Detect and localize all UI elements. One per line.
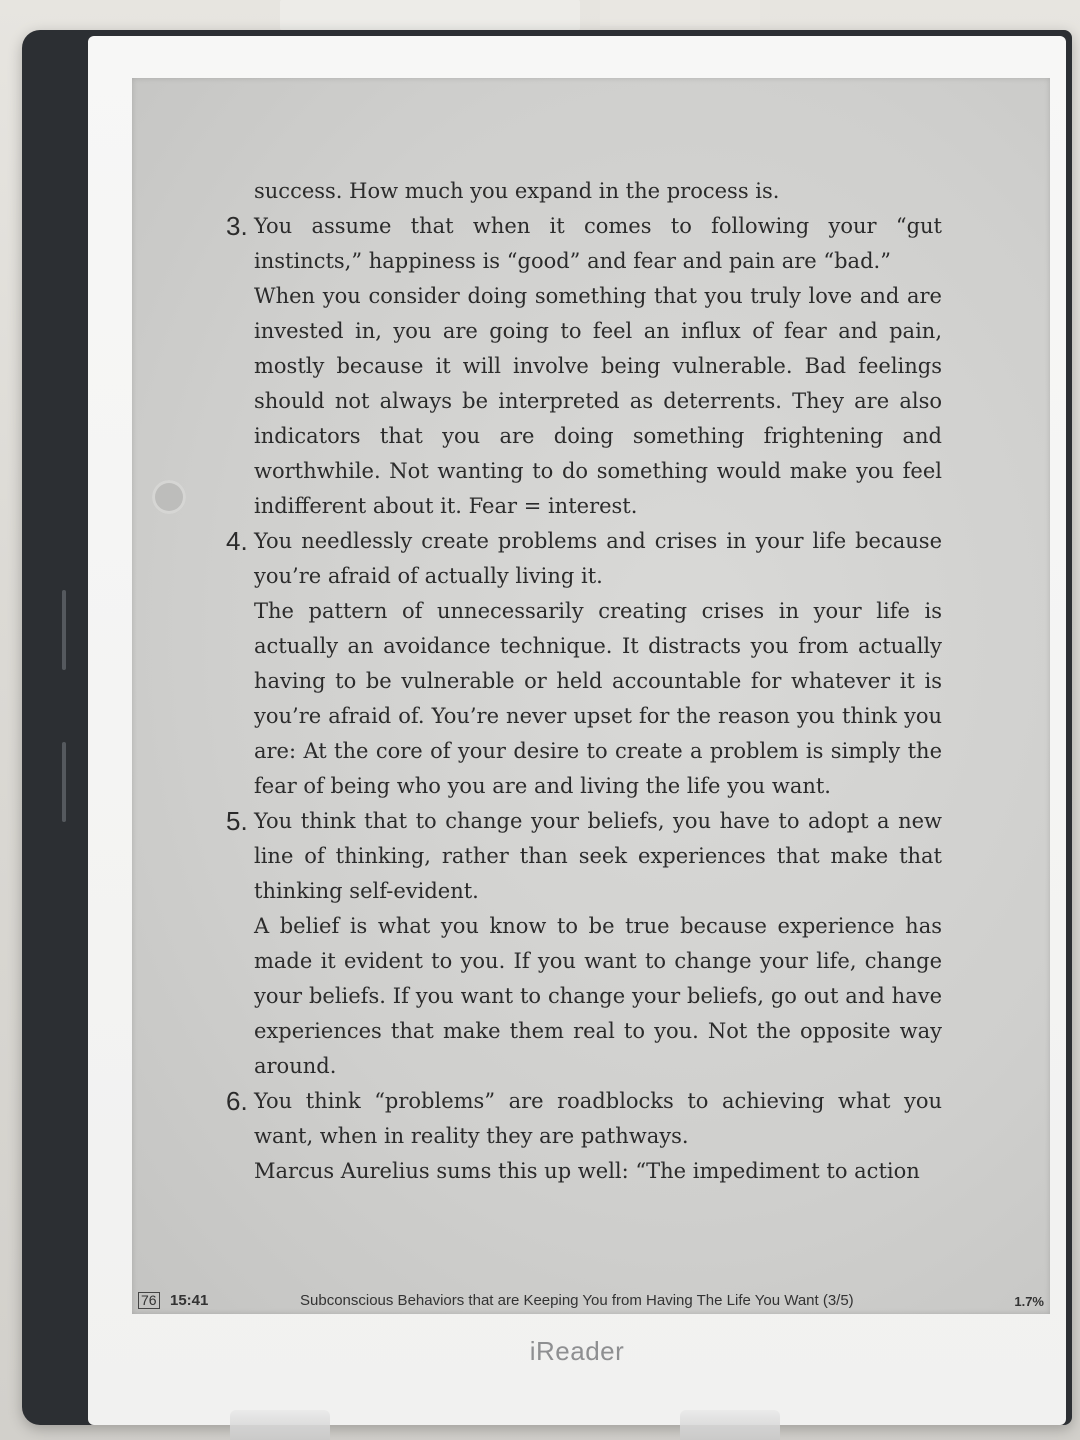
device-stand (230, 1410, 330, 1440)
reading-progress: 1.7% (1014, 1294, 1044, 1309)
page-turn-button[interactable] (62, 742, 66, 822)
page-turn-button[interactable] (62, 590, 66, 670)
item-body: The pattern of unnecessarily creating crises in your life is actually an avoidance technique. It distracts you from actually having to be vulnerable or held accountable for whatever it is you’re afraid of. You’re never upset for the reason you think you are: At the core of your desire to create a problem is simply the fear of being who you are and living the life you want. (254, 599, 942, 798)
item-body: When you consider doing something that you truly love and are invested in, you are going to feel an influx of fear and pain, mostly because it will involve being vulnerable. Bad feelings should not always be interpreted as deterrents. They are also indicators that you are doing something frightening and worthwhile. Not wanting to do something would make you feel indifferent about it. Fear = interest. (254, 284, 942, 518)
list-item (214, 1084, 942, 1189)
list-item (214, 804, 942, 1084)
list-number: 4. (226, 526, 248, 556)
brand-logo: iReader (529, 1336, 625, 1366)
list-number: 3. (226, 211, 248, 241)
item-body: A belief is what you know to be true because experience has made it evident to you. If you want to change your life, change your beliefs. If you want to change your beliefs, go out and have experiences that make them real to you. Not the opposite way around. (254, 914, 942, 1078)
list-item (214, 524, 942, 804)
battery-level: 76 (138, 1292, 160, 1309)
reader-screen[interactable] (132, 78, 1050, 1314)
item-statement: You assume that when it comes to following your “gut instincts,” happiness is “good” and fear and pain are “bad.” (254, 214, 942, 273)
list-item (214, 209, 942, 524)
device-stand (680, 1410, 780, 1440)
background-paper (280, 0, 580, 30)
item-body: Marcus Aurelius sums this up well: “The impediment to action (254, 1159, 920, 1183)
status-bar (132, 1288, 1050, 1314)
clock: 15:41 (170, 1292, 209, 1309)
item-statement: You think “problems” are roadblocks to achieving what you want, when in reality they are pathways. (254, 1089, 942, 1148)
ereader-device (22, 30, 1072, 1425)
list-number: 5. (226, 806, 248, 836)
floating-menu-button[interactable] (152, 480, 186, 514)
chapter-title[interactable]: Subconscious Behaviors that are Keeping You from Having The Life You Want (3/5) (300, 1292, 854, 1309)
page-content (214, 174, 942, 1189)
item-statement: You think that to change your beliefs, you have to adopt a new line of thinking, rather than seek experiences that make that thinking self-evident. (254, 809, 942, 903)
paragraph: success. How much you expand in the process is. (254, 179, 780, 203)
list-number: 6. (226, 1086, 248, 1116)
background-paper (600, 0, 760, 26)
item-statement: You needlessly create problems and crises in your life because you’re afraid of actually living it. (254, 529, 942, 588)
